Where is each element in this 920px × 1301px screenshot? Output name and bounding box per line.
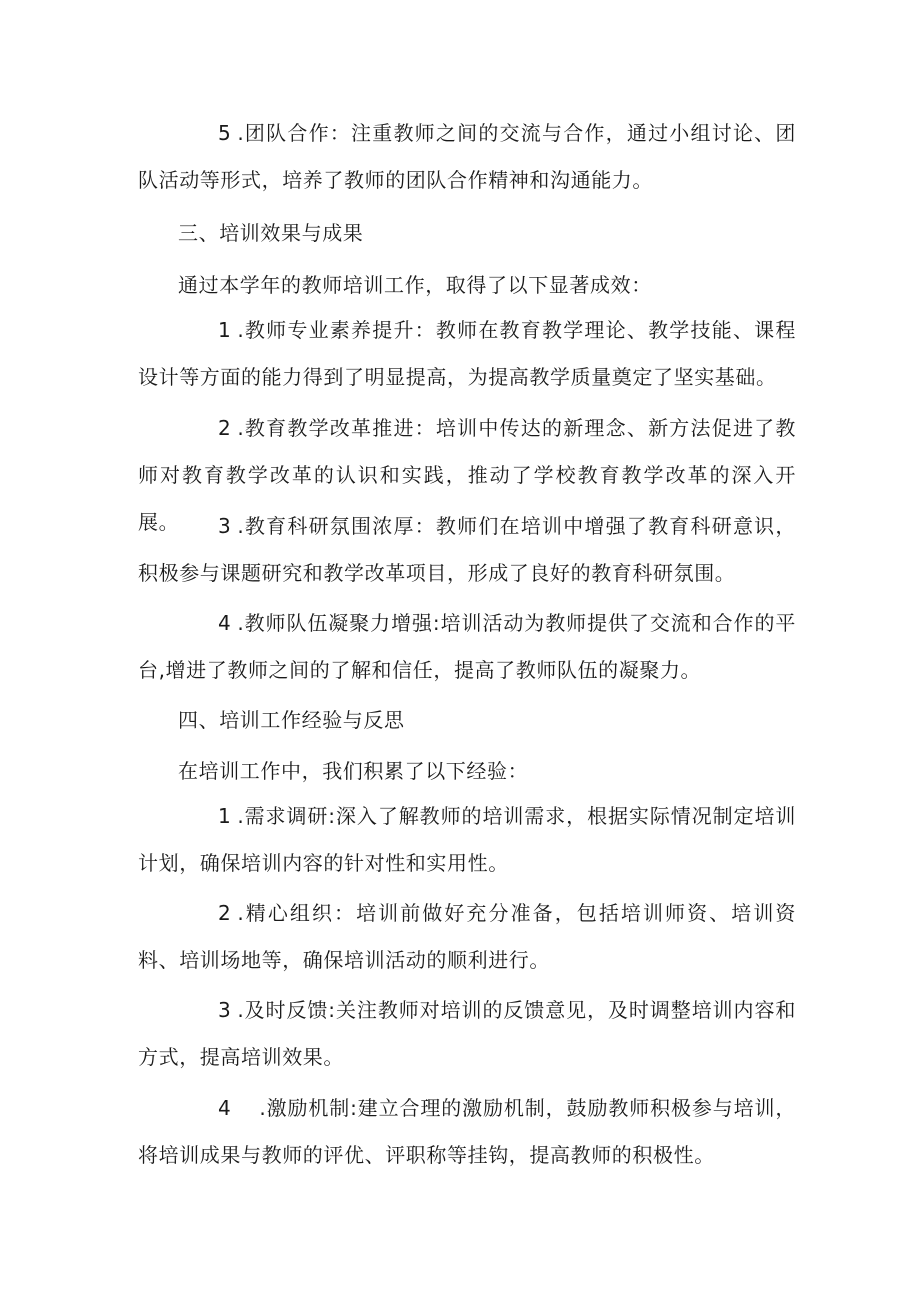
section-heading-3: 三、培训效果与成果 — [178, 221, 364, 245]
list-item-number: 1 — [218, 804, 232, 828]
list-item-text: .激励机制:建立合理的激励机制，鼓励教师积极参与培训，将培训成果与教师的评优、评职称等挂钩，提高教师的积极性。 — [138, 1096, 796, 1167]
list-item-needs-research — [138, 793, 796, 887]
list-item-incentive-mechanism — [138, 1085, 796, 1179]
paragraph-intro-results: 通过本学年的教师培训工作，取得了以下显著成效： — [178, 273, 652, 297]
list-item-number: 5 — [218, 121, 232, 145]
list-item-number: 1 — [218, 318, 232, 342]
list-item-team-cohesion — [138, 600, 796, 694]
list-item-number: 3 — [218, 998, 232, 1022]
list-item-text: .及时反馈:关注教师对培训的反馈意见，及时调整培训内容和方式，提高培训效果。 — [138, 998, 796, 1069]
list-item-research-atmosphere — [138, 503, 796, 597]
list-item-number: 4 — [218, 611, 232, 635]
section-heading-4: 四、培训工作经验与反思 — [178, 708, 405, 732]
list-item-professional-quality — [138, 307, 796, 401]
list-item-timely-feedback — [138, 987, 796, 1081]
list-item-number: 2 — [218, 416, 232, 440]
paragraph-intro-experience: 在培训工作中，我们积累了以下经验： — [178, 759, 529, 783]
list-item-careful-organization — [138, 890, 796, 984]
list-item-text: .团队合作：注重教师之间的交流与合作，通过小组讨论、团队活动等形式，培养了教师的团队合作精神和沟通能力。 — [138, 121, 796, 192]
list-item-text: .教育科研氛围浓厚：教师们在培训中增强了教育科研意识，积极参与课题研究和教学改革项目，形成了良好的教育科研氛围。 — [138, 514, 796, 585]
list-item-number: 2 — [218, 901, 232, 925]
list-item-team-cooperation — [138, 110, 796, 204]
list-item-number: 4 — [218, 1096, 232, 1120]
list-item-text: .教师队伍凝聚力增强:培训活动为教师提供了交流和合作的平台,增进了教师之间的了解和信任，提高了教师队伍的凝聚力。 — [138, 611, 796, 682]
list-item-text: .需求调研:深入了解教师的培训需求，根据实际情况制定培训计划，确保培训内容的针对性和实用性。 — [138, 804, 796, 875]
list-item-text: .教育教学改革推进：培训中传达的新理念、新方法促进了教师对教育教学改革的认识和实践，推动了学校教育教学改革的深入开展。 — [138, 416, 796, 534]
list-item-text: .精心组织：培训前做好充分准备，包括培训师资、培训资料、培训场地等，确保培训活动的顺利进行。 — [138, 901, 796, 972]
list-item-text: .教师专业素养提升：教师在教育教学理论、教学技能、课程设计等方面的能力得到了明显提高，为提高教学质量奠定了坚实基础。 — [138, 318, 796, 389]
list-item-number: 3 — [218, 514, 232, 538]
